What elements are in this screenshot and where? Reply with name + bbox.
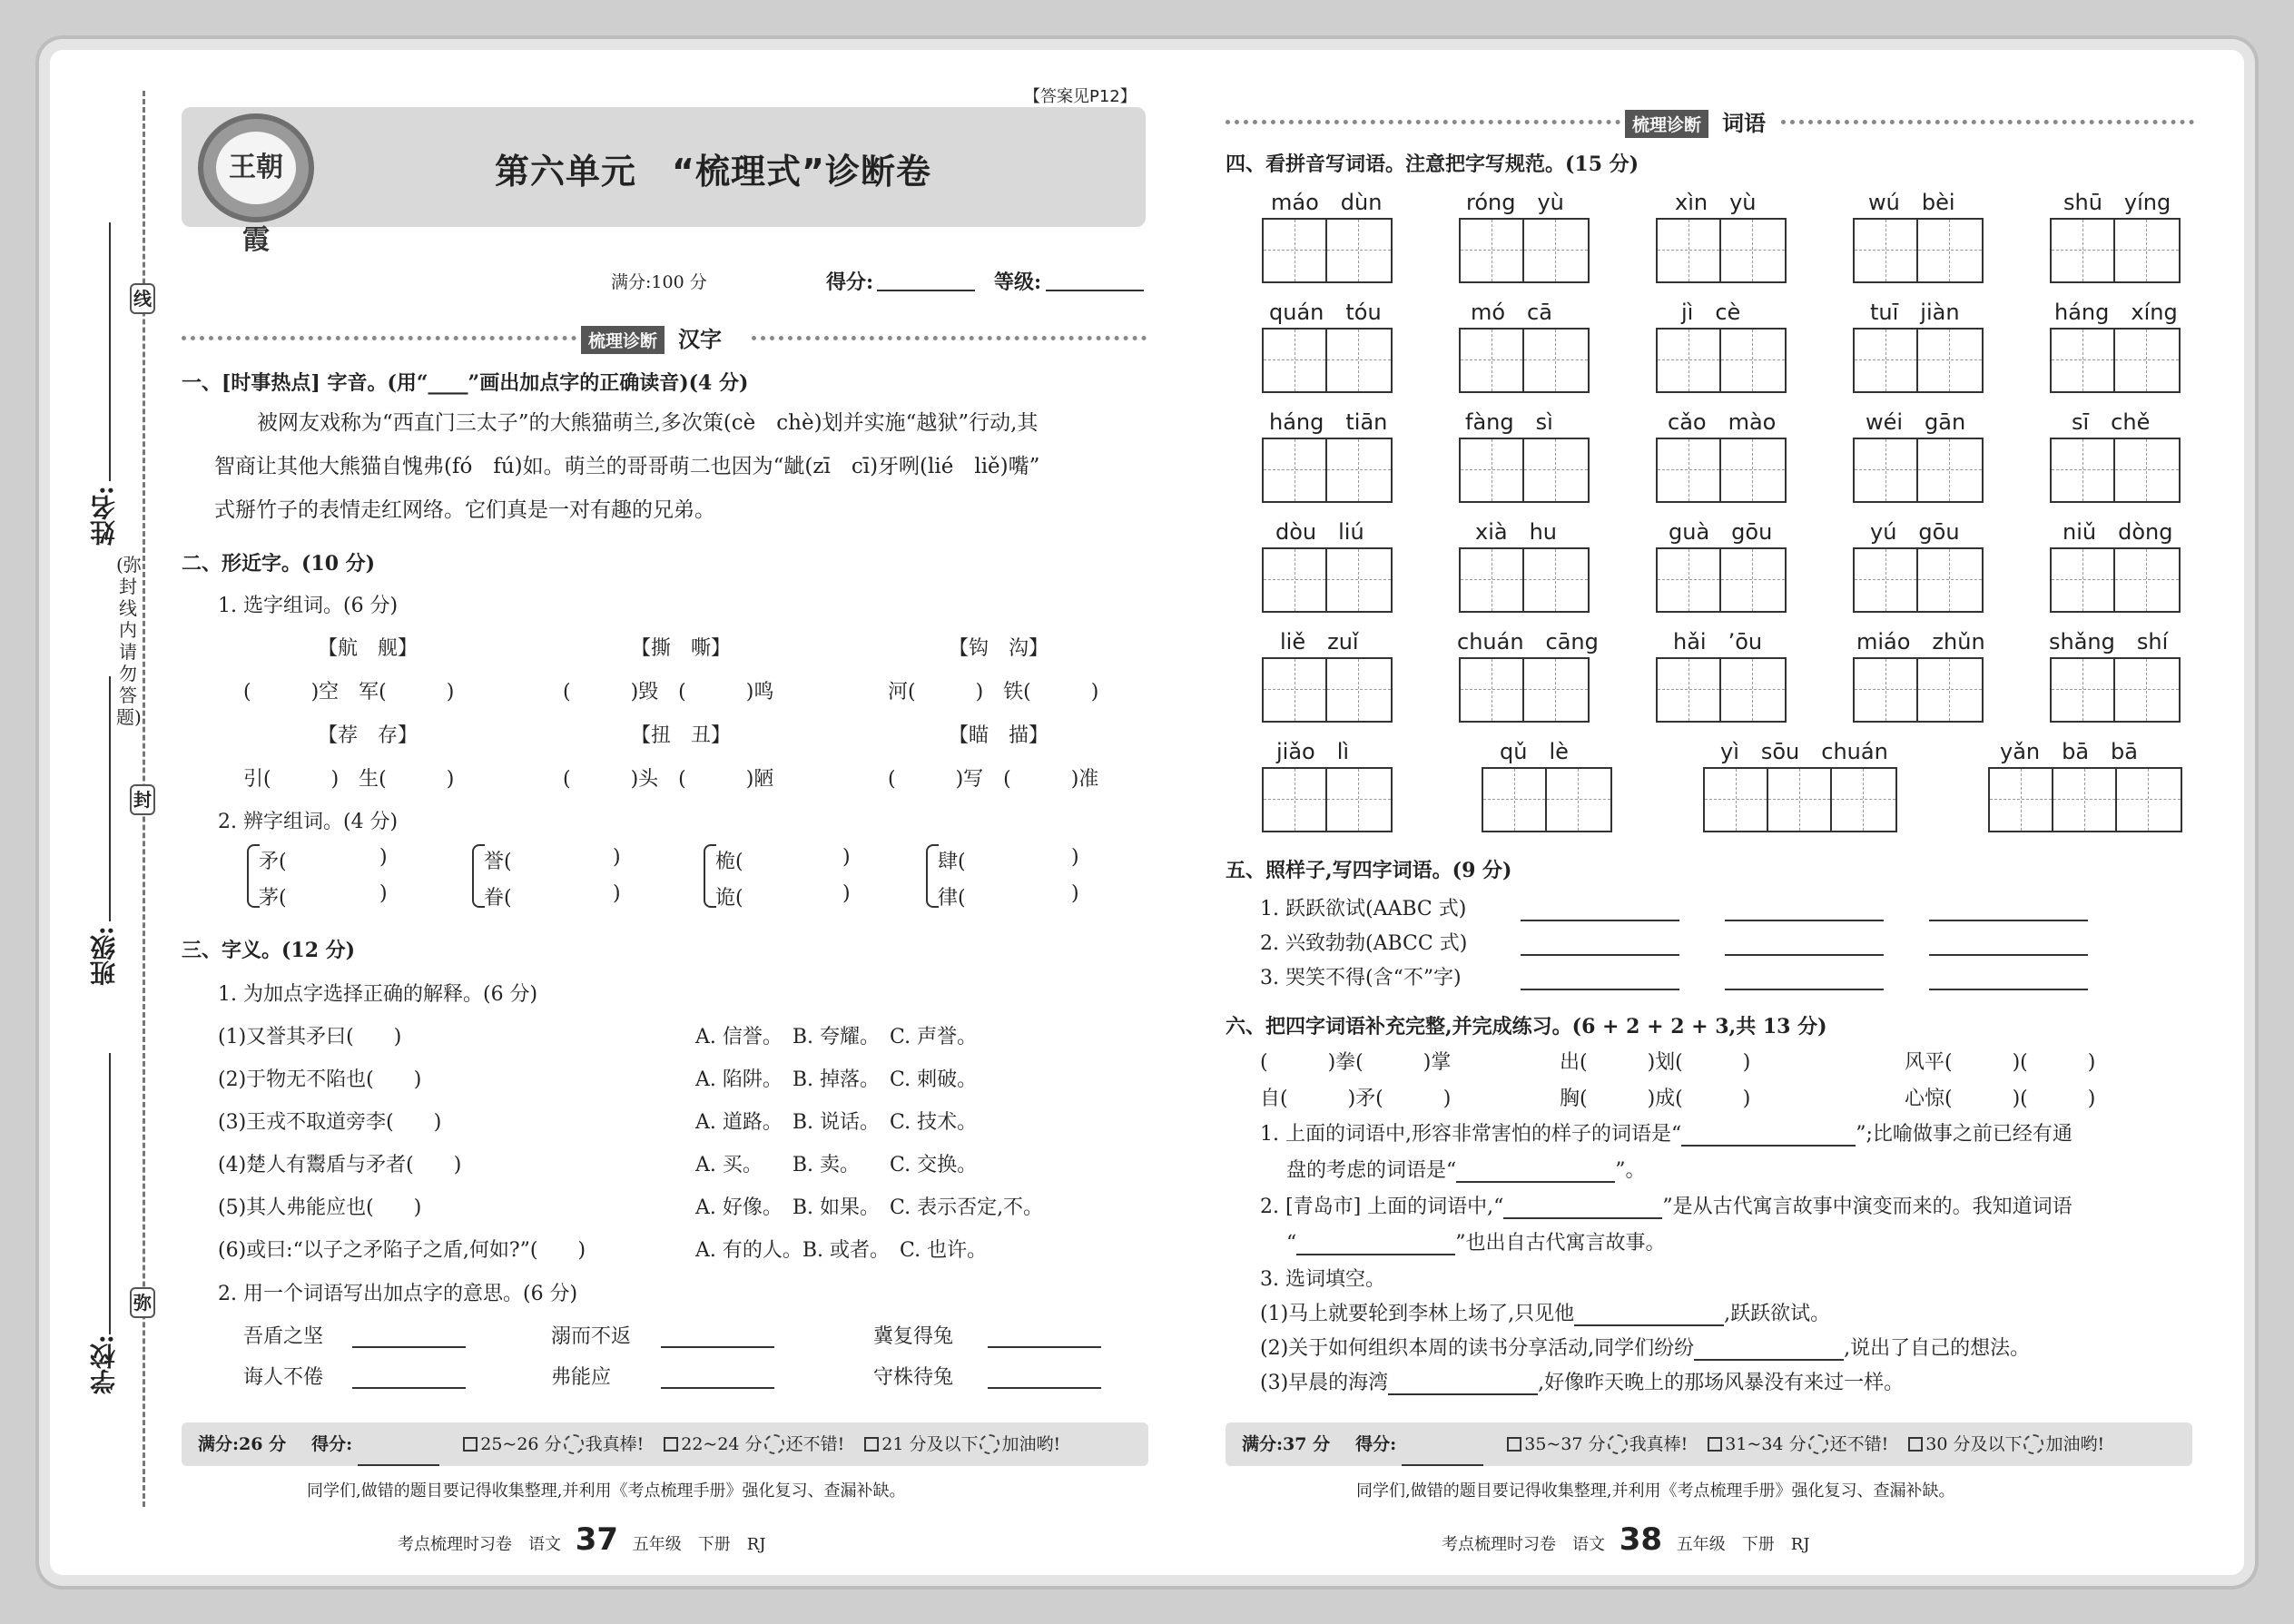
pinyin: xìn yù: [1675, 190, 1757, 215]
review-note: 同学们,做错的题目要记得收集整理,并利用《考点梳理手册》强化复习、查漏补缺。: [1356, 1481, 1955, 1501]
school-field[interactable]: [109, 1053, 111, 1334]
writing-grid[interactable]: [1656, 657, 1787, 723]
writing-grid[interactable]: [2050, 438, 2181, 503]
answer-blank[interactable]: [661, 1326, 774, 1348]
char-group: 【荐 存】: [318, 724, 418, 747]
range-text: 加油哟!: [1001, 1434, 1061, 1454]
q6-2-text: 2. [青岛市] 上面的词语中,“: [1260, 1196, 1504, 1218]
q4-title: 四、看拼音写词语。注意把字写规范。(15 分): [1226, 153, 1639, 176]
range-label: 25~26 分: [480, 1434, 562, 1454]
writing-grid[interactable]: [2050, 547, 2181, 613]
section-rule: [1226, 120, 1620, 124]
pinyin: jì cè: [1681, 300, 1741, 325]
meaning-options: A. 道路。 B. 说话。 C. 技术。: [695, 1111, 978, 1134]
footer-grade: 五年级 下册 RJ: [1676, 1535, 1810, 1554]
section-rule: [1781, 120, 2194, 124]
writing-grid[interactable]: [1262, 218, 1393, 283]
q6-sub3: 3. 选词填空。: [1260, 1268, 1385, 1291]
fill-row[interactable]: ( )拳( )掌: [1260, 1051, 1452, 1074]
answer-blank[interactable]: [1503, 1197, 1662, 1219]
footer-book: 考点梳理时习卷 语文: [398, 1535, 561, 1554]
footer-grade: 五年级 下册 RJ: [632, 1535, 766, 1554]
writing-grid[interactable]: [1459, 657, 1590, 723]
writing-grid[interactable]: [1262, 438, 1393, 503]
answer-blank[interactable]: [1694, 1339, 1844, 1361]
fill-text: (3)早晨的海湾: [1260, 1372, 1389, 1394]
name-field[interactable]: [109, 222, 111, 481]
pinyin: yì sōu chuán: [1720, 739, 1888, 764]
pair-char[interactable]: 诡(: [715, 887, 743, 910]
seal-mark-xian: 线: [130, 283, 155, 314]
pinyin: miáo zhǔn: [1856, 629, 1985, 655]
fill-text: (1)马上就要轮到李林上场了,只见他: [1260, 1303, 1575, 1325]
bar-full: 满分:26 分: [198, 1434, 287, 1454]
bar-score: 得分:: [311, 1434, 353, 1454]
pinyin: róng yù: [1466, 190, 1564, 215]
fill-row[interactable]: 出( )划( ): [1560, 1051, 1751, 1074]
writing-grid[interactable]: [1656, 438, 1787, 503]
writing-grid[interactable]: [1262, 547, 1393, 613]
writing-grid[interactable]: [1656, 218, 1787, 283]
writing-grid[interactable]: [1262, 328, 1393, 393]
writing-grid[interactable]: [1262, 657, 1393, 723]
writing-grid[interactable]: [1459, 547, 1590, 613]
answer-blank[interactable]: [661, 1367, 774, 1389]
page-number: 37: [575, 1521, 619, 1558]
writing-grid[interactable]: [2050, 657, 2181, 723]
fill-row[interactable]: ( )头 ( )陋: [563, 768, 774, 791]
q3-sub1: 1. 为加点字选择正确的解释。(6 分): [218, 983, 538, 1006]
review-note: 同学们,做错的题目要记得收集整理,并利用《考点梳理手册》强化复习、查漏补缺。: [307, 1481, 906, 1501]
cheer-face-icon: [2023, 1434, 2043, 1454]
q5-title: 五、照样子,写四字词语。(9 分): [1226, 859, 1512, 882]
fill-row[interactable]: 河( ) 铁( ): [888, 681, 1099, 704]
page-footer: [398, 1521, 766, 1563]
q6-1-text: 1. 上面的词语中,形容非常害怕的样子的词语是“: [1260, 1123, 1682, 1146]
score-field[interactable]: [877, 270, 975, 291]
pair-char[interactable]: 眷(: [484, 887, 512, 910]
range-label: 21 分及以下: [881, 1434, 979, 1454]
q2-title: 二、形近字。(10 分): [182, 552, 376, 576]
cheer-face-icon: [980, 1434, 999, 1454]
q1-line-1: 被网友戏称为“西直门三太子”的大熊猫萌兰,多次策(cè chè)划并实施“越狱”行动,其: [257, 411, 1039, 435]
pinyin: wéi gān: [1866, 409, 1966, 435]
pinyin: quán tóu: [1269, 300, 1382, 325]
seal-mark-mi: 弥: [130, 1287, 155, 1318]
pinyin: qǔ lè: [1500, 739, 1569, 764]
class-label: 班级:: [89, 926, 119, 987]
checkbox[interactable]: [864, 1437, 879, 1452]
answer-blank[interactable]: [1296, 1234, 1455, 1255]
pinyin: fàng sì: [1465, 409, 1553, 435]
answer-blank[interactable]: [1929, 970, 2088, 990]
seal-mark-feng: 封: [130, 784, 155, 815]
writing-grid[interactable]: [1482, 767, 1612, 832]
grade-label: 等级:: [994, 271, 1042, 294]
writing-grid[interactable]: [2050, 328, 2181, 393]
char-group: 【钩 沟】: [949, 637, 1049, 660]
answer-blank[interactable]: [1574, 1304, 1724, 1326]
q6-2-text: ”是从古代寓言故事中演变而来的。我知道词语: [1662, 1196, 2072, 1218]
pinyin: sī chě: [2072, 409, 2151, 435]
fill-row[interactable]: ( )毁 ( )鸣: [563, 681, 774, 704]
answer-blank[interactable]: [1929, 936, 2088, 956]
writing-grid[interactable]: [1853, 218, 1984, 283]
char-group: 【扭 丑】: [631, 724, 732, 747]
pinyin: háng xíng: [2054, 300, 2178, 325]
fill-text: ,跃跃欲试。: [1724, 1303, 1831, 1325]
q6-1-text: ”。: [1615, 1159, 1646, 1182]
answer-blank[interactable]: [1725, 970, 1884, 990]
q1-line-3: 式掰竹子的表情走红网络。它们真是一对有趣的兄弟。: [214, 498, 715, 522]
full-score: 满分:100 分: [611, 272, 707, 292]
writing-grid[interactable]: [1459, 218, 1590, 283]
pair-char[interactable]: 誉(: [484, 851, 512, 873]
q6-sub2-cont: [1286, 1227, 1666, 1255]
meaning-question[interactable]: (5)其人弗能应也( ): [218, 1196, 422, 1219]
fill-sentence: [1260, 1367, 1904, 1395]
pinyin: háng tiān: [1269, 409, 1388, 435]
q5-item: 3. 哭笑不得(含“不”字): [1260, 967, 1462, 989]
writing-grid[interactable]: [1459, 328, 1590, 393]
star-face-icon: [564, 1434, 584, 1454]
answer-blank[interactable]: [988, 1326, 1101, 1348]
pinyin: yǎn bā bā: [2000, 739, 2139, 764]
pinyin: cǎo mào: [1668, 409, 1777, 435]
range-text: 还不错!: [785, 1434, 845, 1454]
brace: [704, 844, 716, 908]
page-footer: [1442, 1521, 1810, 1563]
answer-reference: 【答案见P12】: [1024, 87, 1137, 106]
section-tag: 梳理诊断: [581, 326, 665, 354]
q2-sub1: 1. 选字组词。(6 分): [218, 595, 399, 617]
score-label: 得分:: [826, 271, 874, 294]
writing-grid[interactable]: [1853, 328, 1984, 393]
school-label: 学校:: [89, 1334, 119, 1395]
writing-grid[interactable]: [1656, 547, 1787, 613]
checkbox[interactable]: [1908, 1437, 1923, 1452]
checkbox[interactable]: [664, 1437, 678, 1452]
meaning-options: A. 信誉。 B. 夸耀。 C. 声誉。: [695, 1026, 978, 1048]
class-field[interactable]: [109, 676, 111, 921]
fill-sentence: [1260, 1333, 2030, 1361]
section-name: 汉字: [678, 327, 723, 352]
q6-1-text: 盘的考虑的词语是“: [1286, 1159, 1457, 1182]
pinyin: guà gōu: [1669, 519, 1773, 545]
meaning-options: A. 买。 B. 卖。 C. 交换。: [695, 1154, 978, 1176]
writing-grid[interactable]: [1262, 767, 1393, 832]
meaning-options: A. 好像。 B. 如果。 C. 表示否定,不。: [695, 1196, 1044, 1219]
pinyin: yú gōu: [1870, 519, 1960, 545]
score-bar: [182, 1422, 1148, 1466]
page-number: 38: [1619, 1521, 1663, 1558]
q6-1-text: ”;比喻做事之前已经有通: [1856, 1123, 2072, 1146]
pair-char[interactable]: 茅(: [259, 887, 287, 910]
writing-grid[interactable]: [1853, 438, 1984, 503]
range-label: 35~37 分: [1524, 1434, 1606, 1454]
fill-row[interactable]: 自( )矛( ): [1260, 1088, 1452, 1110]
bar-score-field[interactable]: [1402, 1444, 1483, 1466]
bar-score: 得分:: [1355, 1434, 1397, 1454]
pair-char[interactable]: 肆(: [938, 851, 966, 873]
pair-char[interactable]: 矛(: [259, 851, 287, 873]
smile-face-icon: [764, 1434, 784, 1454]
fill-row[interactable]: ( )写 ( )准: [888, 768, 1099, 791]
answer-blank[interactable]: [352, 1326, 466, 1348]
answer-blank[interactable]: [1521, 936, 1679, 956]
answer-blank[interactable]: [1521, 901, 1679, 921]
pinyin: shǎng shí: [2049, 629, 2169, 655]
idiom: 弗能应: [551, 1366, 612, 1389]
smile-face-icon: [1808, 1434, 1828, 1454]
fill-row[interactable]: 引( ) 生( ): [243, 768, 455, 791]
meaning-question[interactable]: (4)楚人有鬻盾与矛者( ): [218, 1154, 462, 1176]
writing-grid[interactable]: [1703, 767, 1897, 832]
pinyin: liě zuǐ: [1280, 629, 1359, 655]
writing-grid[interactable]: [2050, 218, 2181, 283]
answer-blank[interactable]: [1725, 936, 1884, 956]
writing-grid[interactable]: [1988, 767, 2182, 832]
answer-blank[interactable]: [1929, 901, 2088, 921]
answer-blank[interactable]: [1456, 1161, 1615, 1183]
brace: [472, 844, 485, 908]
fill-text: ,好像昨天晚上的那场风暴没有来过一样。: [1538, 1372, 1905, 1394]
writing-grid[interactable]: [1853, 547, 1984, 613]
idiom: 吾盾之坚: [243, 1325, 324, 1348]
range-text: 我真棒!: [585, 1434, 645, 1454]
q5-item: 2. 兴致勃勃(ABCC 式): [1260, 932, 1468, 955]
pinyin: dòu liú: [1275, 519, 1364, 545]
q6-2-text: ”也出自古代寓言故事。: [1455, 1232, 1666, 1255]
meaning-options: A. 陷阱。 B. 掉落。 C. 刺破。: [695, 1068, 978, 1091]
section-name: 词语: [1722, 111, 1767, 136]
idiom: 守株待兔: [873, 1366, 954, 1389]
q3-sub2: 2. 用一个词语写出加点字的意思。(6 分): [218, 1283, 578, 1305]
q6-sub2: [1260, 1191, 2072, 1219]
q6-2-text: “: [1286, 1232, 1297, 1255]
fill-text: ,说出了自己的想法。: [1844, 1337, 2031, 1360]
pinyin: xià hu: [1475, 519, 1557, 545]
idiom: 溺而不返: [551, 1325, 632, 1348]
pinyin: shū yíng: [2063, 190, 2171, 215]
meaning-question[interactable]: (2)于物无不陷也( ): [218, 1068, 422, 1091]
q6-sub1-cont: [1286, 1155, 1646, 1183]
pinyin: chuán cāng: [1457, 629, 1599, 655]
q6-title: 六、把四字词语补充完整,并完成练习。(6 + 2 + 2 + 3,共 13 分): [1226, 1015, 1827, 1038]
name-label: 姓名:: [89, 486, 119, 546]
bar-full: 满分:37 分: [1242, 1434, 1331, 1454]
answer-blank[interactable]: [1681, 1125, 1856, 1147]
char-group: 【航 舰】: [318, 637, 418, 660]
pinyin: mó cā: [1471, 300, 1552, 325]
logo-text: 王朝霞: [216, 132, 296, 204]
brace: [247, 844, 260, 908]
answer-blank[interactable]: [352, 1367, 466, 1389]
grade-field[interactable]: [1046, 270, 1144, 291]
q6-sub1: [1260, 1118, 2072, 1147]
seal-note: (弥封线内请勿答题): [116, 554, 142, 728]
pinyin: hǎi ’ōu: [1673, 629, 1763, 655]
star-face-icon: [1608, 1434, 1628, 1454]
fill-row[interactable]: 心惊( )( ): [1905, 1088, 2096, 1110]
meaning-question[interactable]: (6)或曰:“以子之矛陷子之盾,何如?”( ): [218, 1239, 586, 1262]
q1-title: 一、[时事热点] 字音。(用“____”画出加点字的正确读音)(4 分): [182, 371, 749, 395]
section-rule: [752, 336, 1147, 340]
pinyin: niǔ dòng: [2063, 519, 2173, 545]
answer-blank[interactable]: [1725, 901, 1884, 921]
score-bar: [1226, 1422, 2192, 1466]
answer-blank[interactable]: [1521, 970, 1679, 990]
writing-grid[interactable]: [1853, 657, 1984, 723]
meaning-question[interactable]: (3)王戎不取道旁李( ): [218, 1111, 442, 1134]
answer-blank[interactable]: [988, 1367, 1101, 1389]
checkbox[interactable]: [1708, 1437, 1722, 1452]
meaning-question[interactable]: (1)又誉其矛曰( ): [218, 1026, 402, 1048]
q1-line-2: 智商让其他大熊猫自愧弗(fó fú)如。萌兰的哥哥萌二也因为“龇(zī cī)牙咧(lié liě)嘴”: [214, 455, 1040, 478]
pair-char[interactable]: 律(: [938, 887, 966, 910]
fill-row[interactable]: 风平( )( ): [1905, 1051, 2096, 1074]
q2-sub2: 2. 辨字组词。(4 分): [218, 811, 399, 833]
pinyin: wú bèi: [1868, 190, 1955, 215]
checkbox[interactable]: [1507, 1437, 1521, 1452]
writing-grid[interactable]: [1459, 438, 1590, 503]
brace: [926, 844, 939, 908]
section-tag: 梳理诊断: [1625, 110, 1708, 138]
footer-book: 考点梳理时习卷 语文: [1442, 1535, 1605, 1554]
range-text: 加油哟!: [2045, 1434, 2105, 1454]
checkbox[interactable]: [463, 1437, 478, 1452]
range-label: 22~24 分: [681, 1434, 763, 1454]
fill-row[interactable]: ( )空 军( ): [243, 681, 455, 704]
fill-text: (2)关于如何组织本周的读书分享活动,同学们纷纷: [1260, 1337, 1695, 1360]
pinyin: tuī jiàn: [1870, 300, 1960, 325]
char-group: 【撕 嘶】: [631, 637, 732, 660]
pinyin: máo dùn: [1271, 190, 1383, 215]
char-group: 【瞄 描】: [949, 724, 1049, 747]
publisher-logo: [198, 113, 314, 256]
idiom: 冀复得兔: [873, 1325, 954, 1348]
meaning-options: A. 有的人。B. 或者。 C. 也许。: [695, 1239, 988, 1262]
pair-char[interactable]: 桅(: [715, 851, 743, 873]
fill-row[interactable]: 胸( )成( ): [1560, 1088, 1751, 1110]
page-title: 第六单元 “梳理式”诊断卷: [495, 152, 931, 192]
bar-score-field[interactable]: [358, 1444, 439, 1466]
range-label: 30 分及以下: [1925, 1434, 2023, 1454]
writing-grid[interactable]: [1656, 328, 1787, 393]
range-label: 31~34 分: [1725, 1434, 1807, 1454]
pinyin: jiǎo lì: [1276, 739, 1350, 764]
range-text: 还不错!: [1829, 1434, 1889, 1454]
answer-blank[interactable]: [1388, 1373, 1538, 1395]
fill-sentence: [1260, 1298, 1830, 1326]
range-text: 我真棒!: [1629, 1434, 1689, 1454]
idiom: 诲人不倦: [243, 1366, 324, 1389]
q3-title: 三、字义。(12 分): [182, 939, 356, 962]
q5-item: 1. 跃跃欲试(AABC 式): [1260, 898, 1467, 920]
section-rule: [182, 336, 576, 340]
